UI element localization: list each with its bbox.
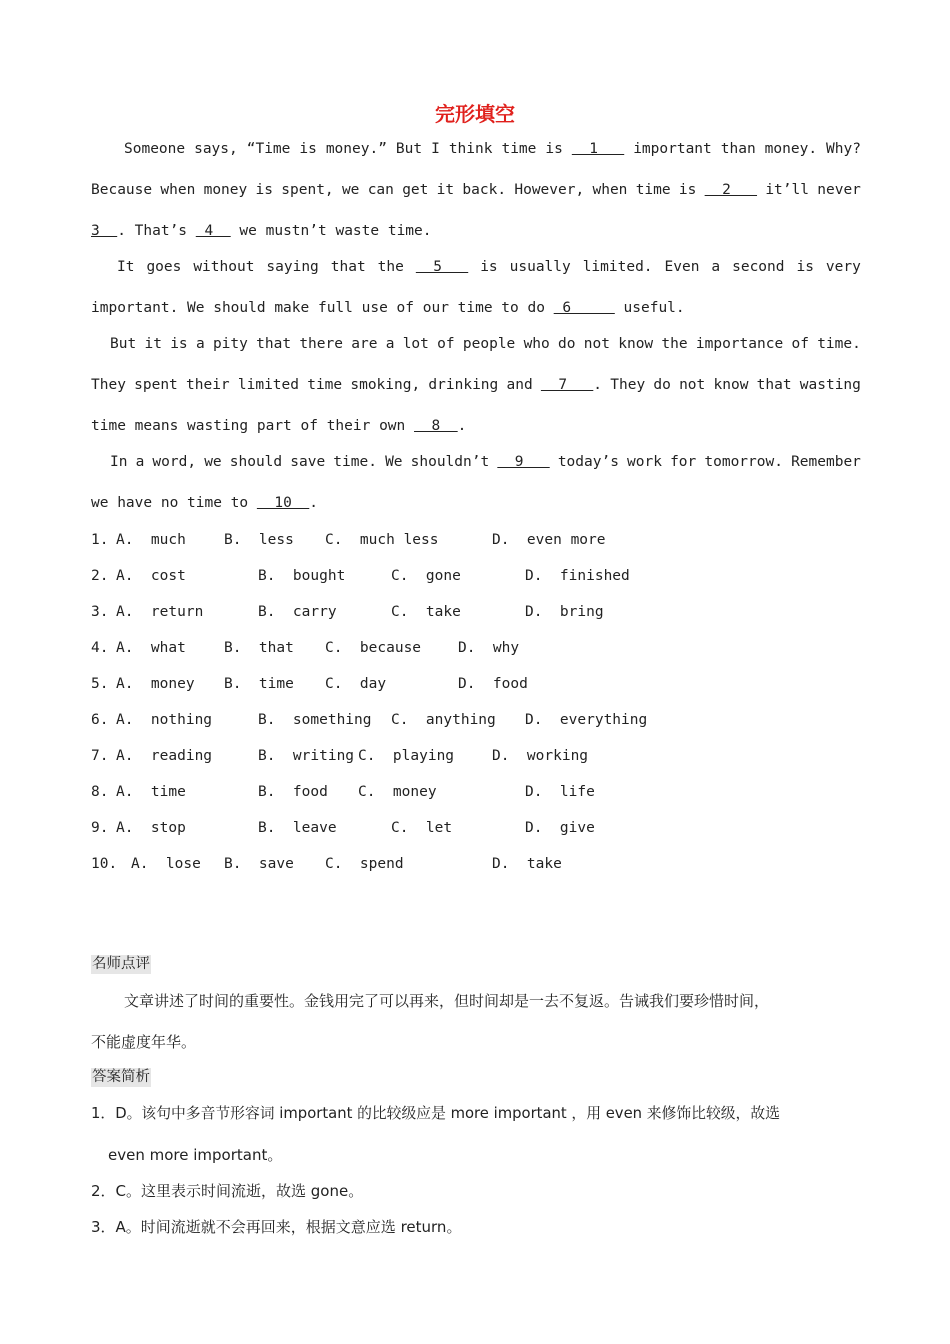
word: important — [633, 141, 712, 157]
word: very — [825, 259, 861, 275]
option-c: C. day — [325, 676, 387, 692]
blank-10: 10 — [256, 495, 310, 511]
word: their — [186, 377, 230, 393]
word: But — [395, 141, 423, 157]
option-a: A. lose — [131, 856, 201, 872]
word: However, — [514, 182, 585, 198]
option-a: A. reading — [116, 748, 213, 764]
word: smoking, — [350, 377, 421, 393]
blank-6: 6 — [553, 300, 615, 316]
word: lot — [402, 336, 429, 352]
word: is — [678, 182, 697, 198]
blank-4: 4 — [195, 223, 231, 239]
word: not — [679, 377, 706, 393]
word: limited — [237, 377, 299, 393]
question-number: 3. — [91, 604, 109, 620]
word: goes — [146, 259, 182, 275]
word: that — [330, 259, 366, 275]
word: a — [385, 336, 395, 352]
option-d: D. give — [525, 820, 595, 836]
word: money.” — [325, 141, 387, 157]
word: when — [160, 182, 196, 198]
option-a: A. what — [116, 640, 186, 656]
word: It — [117, 259, 135, 275]
option-c: C. much less — [325, 532, 439, 548]
word: back. — [462, 182, 507, 198]
option-c: C. take — [391, 604, 461, 620]
word: is — [480, 259, 498, 275]
answer-1-cont: even more important。 — [108, 1146, 283, 1164]
word: do — [558, 336, 576, 352]
passage-line — [91, 180, 861, 200]
word: that — [256, 336, 292, 352]
question-number: 9. — [91, 820, 109, 836]
word: is — [170, 336, 188, 352]
option-a: A. return — [116, 604, 204, 620]
word: tomorrow. — [704, 454, 783, 470]
word: without — [193, 259, 255, 275]
word: there — [299, 336, 343, 352]
option-d: D. life — [525, 784, 595, 800]
word: spent — [134, 377, 178, 393]
word: know — [713, 377, 749, 393]
option-c: C. money — [358, 784, 437, 800]
word: says, — [194, 141, 238, 157]
word: importance — [695, 336, 784, 352]
word: spent, — [281, 182, 334, 198]
word: than — [720, 141, 756, 157]
option-b: B. something — [258, 712, 372, 728]
word: get — [402, 182, 429, 198]
word: know — [618, 336, 654, 352]
word: today’s — [557, 454, 619, 470]
option-d: D. everything — [525, 712, 648, 728]
passage-line — [110, 452, 861, 472]
word: the — [377, 259, 404, 275]
word: save — [290, 454, 326, 470]
word: shouldn’t — [410, 454, 490, 470]
word: never — [817, 182, 861, 198]
passage-line: 3 . That’s 4 we mustn’t waste time. — [91, 223, 432, 239]
review-heading: 名师点评 — [92, 956, 150, 972]
word: “Time — [246, 141, 291, 157]
option-b: B. carry — [258, 604, 337, 620]
word: They — [610, 377, 646, 393]
option-d: D. working — [492, 748, 589, 764]
blank: 1 — [571, 141, 625, 157]
blank: 2 — [704, 182, 758, 198]
question-number: 8. — [91, 784, 109, 800]
word: not — [583, 336, 610, 352]
page-title: 完形填空 — [435, 102, 515, 126]
question-number: 4. — [91, 640, 109, 656]
word: that — [756, 377, 792, 393]
word: usually — [509, 259, 571, 275]
review-text: 不能虚度年华。 — [91, 1033, 197, 1051]
word: We — [385, 454, 403, 470]
word: a — [195, 336, 205, 352]
word: limited. — [582, 259, 653, 275]
option-a: A. much — [116, 532, 186, 548]
word: work — [627, 454, 662, 470]
word: think — [448, 141, 493, 157]
word: is — [255, 182, 273, 198]
passage-line — [110, 334, 861, 354]
answer-3: 3．A。时间流逝就不会再回来，根据文意应选 return。 — [91, 1218, 462, 1236]
word: wasting — [799, 377, 861, 393]
word: are — [351, 336, 378, 352]
word: can — [367, 182, 394, 198]
option-a: A. stop — [116, 820, 186, 836]
word: who — [523, 336, 550, 352]
option-d: D. bring — [525, 604, 604, 620]
word: Remember — [791, 454, 861, 470]
review-text: 文章讲述了时间的重要性。金钱用完了可以再来，但时间却是一去不复返。告诫我们要珍惜时间， — [124, 992, 770, 1010]
word: should — [229, 454, 283, 470]
word: it — [436, 182, 455, 198]
option-d: D. finished — [525, 568, 630, 584]
word: time — [307, 377, 343, 393]
passage-line — [117, 257, 861, 277]
word: is — [299, 141, 317, 157]
word: a — [135, 454, 145, 470]
question-number: 1. — [91, 532, 109, 548]
option-c: C. because — [325, 640, 422, 656]
word: it’ll — [765, 182, 809, 198]
option-c: C. gone — [391, 568, 461, 584]
word: time. — [333, 454, 377, 470]
word: do — [653, 377, 671, 393]
word: Someone — [124, 141, 186, 157]
option-b: B. save — [224, 856, 294, 872]
passage-line — [124, 139, 861, 159]
word: pity — [212, 336, 248, 352]
blank: 5 — [415, 259, 469, 275]
option-b: B. bought — [258, 568, 346, 584]
option-d: D. why — [458, 640, 520, 656]
option-a: A. nothing — [116, 712, 213, 728]
word: drinking — [428, 377, 499, 393]
option-b: B. less — [224, 532, 294, 548]
option-a: A. cost — [116, 568, 186, 584]
word: we — [341, 182, 360, 198]
answer-2: 2．C。这里表示时间流逝，故选 gone。 — [91, 1182, 364, 1200]
word: people — [462, 336, 516, 352]
question-number: 2. — [91, 568, 109, 584]
word: we — [204, 454, 222, 470]
answer-1: 1．D。该句中多音节形容词 important 的比较级应是 more important ，用 even 来修饰比较级，故选 — [91, 1105, 780, 1122]
option-b: B. leave — [258, 820, 337, 836]
word: the — [661, 336, 688, 352]
option-a: A. time — [116, 784, 186, 800]
option-a: A. money — [116, 676, 195, 692]
word: saying — [266, 259, 319, 275]
option-b: B. writing — [258, 748, 355, 764]
passage-line: time means wasting part of their own 8 . — [91, 418, 467, 434]
option-c: C. let — [391, 820, 453, 836]
answers-heading: 答案简析 — [92, 1069, 150, 1085]
option-b: B. that — [224, 640, 294, 656]
word: when — [592, 182, 628, 198]
word: for — [670, 454, 697, 470]
word: word, — [152, 454, 197, 470]
word: is — [545, 141, 563, 157]
passage-line: important. We should make full use of our time to do 6 useful. — [91, 300, 685, 316]
option-d: D. even more — [492, 532, 606, 548]
question-number: 7. — [91, 748, 109, 764]
word: Even — [664, 259, 700, 275]
option-c: C. anything — [391, 712, 496, 728]
question-number: 10. — [91, 856, 118, 872]
word: money. — [764, 141, 818, 157]
passage-line — [91, 375, 861, 395]
word: it — [144, 336, 162, 352]
word: a — [711, 259, 721, 275]
blank: 9 — [497, 454, 550, 470]
blank: 7 . — [540, 377, 603, 393]
word: Because — [91, 182, 153, 198]
blank-3: 3 — [91, 223, 118, 239]
word: is — [796, 259, 814, 275]
option-d: D. take — [492, 856, 562, 872]
word: of — [437, 336, 455, 352]
question-number: 6. — [91, 712, 109, 728]
word: Why? — [826, 141, 861, 157]
blank-8: 8 — [414, 418, 458, 434]
word: In — [110, 454, 128, 470]
word: time — [501, 141, 537, 157]
option-b: B. time — [224, 676, 294, 692]
option-d: D. food — [458, 676, 528, 692]
word: time — [635, 182, 671, 198]
question-number: 5. — [91, 676, 109, 692]
word: second — [732, 259, 785, 275]
option-b: B. food — [258, 784, 328, 800]
word: I — [431, 141, 440, 157]
word: But — [110, 336, 137, 352]
word: time. — [817, 336, 861, 352]
options-list — [91, 530, 861, 880]
passage-line: we have no time to 10 . — [91, 495, 318, 511]
option-c: C. spend — [325, 856, 404, 872]
word: They — [91, 377, 126, 393]
word: of — [791, 336, 809, 352]
word: money — [203, 182, 248, 198]
word: and — [506, 377, 533, 393]
option-c: C. playing — [358, 748, 455, 764]
